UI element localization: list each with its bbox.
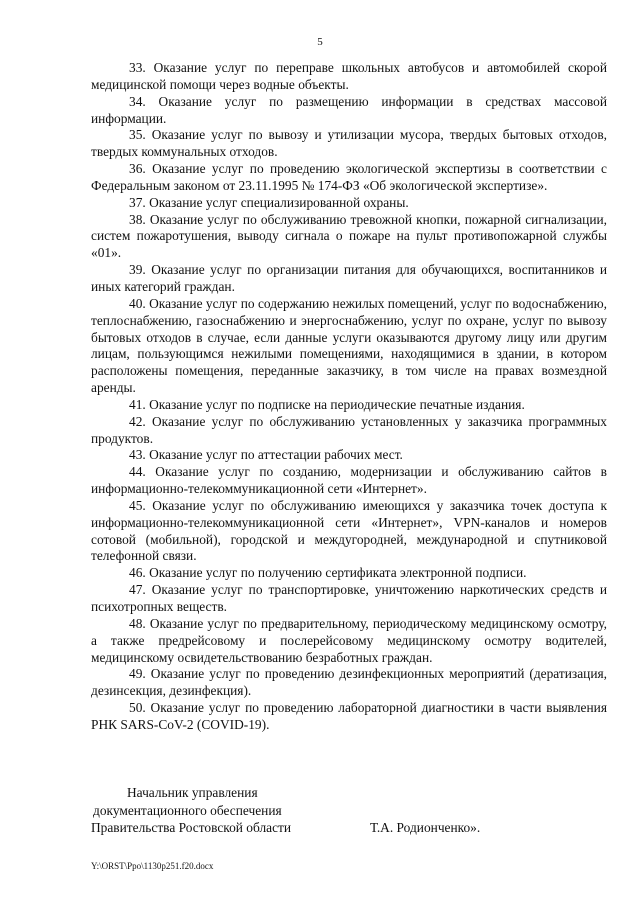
- signature-title-line-3: Правительства Ростовской области: [91, 820, 292, 835]
- list-item: 43. Оказание услуг по аттестации рабочих мест.: [129, 447, 403, 463]
- list-item: 50. Оказание услуг по проведению лабораторной диагностики в части выявления РНК SARS-CoV-2 (COVID-19).: [91, 700, 607, 732]
- list-item: 46. Оказание услуг по получению сертификата электронной подписи.: [129, 565, 527, 581]
- list-item: 37. Оказание услуг специализированной охраны.: [129, 194, 409, 210]
- page-number: 5: [317, 36, 323, 48]
- list-item: 48. Оказание услуг по предварительному, периодическому медицинскому осмотру, а также предрейсовому и послерейсовому медицинскому осмотру водителей, медицинскому освидетельствованию безработных граждан.: [91, 615, 607, 665]
- signature-title-line-2: документационного обеспечения: [93, 802, 282, 818]
- list-item: 41. Оказание услуг по подписке на периодические печатные издания.: [129, 396, 525, 412]
- list-item: 38. Оказание услуг по обслуживанию тревожной кнопки, пожарной сигнализации, систем пожаротушения, выводу сигнала о пожаре на пульт противопожарной службы «01».: [91, 211, 607, 261]
- list-item: 35. Оказание услуг по вывозу и утилизации мусора, твердых бытовых отходов, твердых коммунальных отходов.: [91, 127, 607, 160]
- list-item: 45. Оказание услуг по обслуживанию имеющихся у заказчика точек доступа к информационно-телекоммуникационной сети «Интернет», VPN-каналов и номеров сотовой (мобильной), городской и междугородней, международной и спутниковой телефонной связи.: [91, 497, 607, 564]
- signatory-name: Т.А. Родионченко».: [370, 820, 481, 835]
- signature-title-line-1: Начальник управления: [127, 785, 258, 800]
- list-item: 42. Оказание услуг по обслуживанию установленных у заказчика программных продуктов.: [91, 413, 607, 446]
- signature-block: [91, 784, 607, 837]
- list-item: 33. Оказание услуг по переправе школьных автобусов и автомобилей скорой медицинской помощи через водные объекты.: [91, 60, 607, 92]
- list-item: 47. Оказание услуг по транспортировке, уничтожению наркотических средств и психотропных веществ.: [91, 582, 607, 614]
- list-item: 49. Оказание услуг по проведению дезинфекционных мероприятий (дератизация, дезинсекция, дезинфекция).: [91, 666, 607, 699]
- document-body: [91, 60, 607, 734]
- list-item: 44. Оказание услуг по созданию, модернизации и обслуживанию сайтов в информационно-телекоммуникационной сети «Интернет».: [91, 464, 607, 497]
- list-item: 39. Оказание услуг по организации питания для обучающихся, воспитанников и иных категорий граждан.: [91, 262, 607, 294]
- list-item: 40. Оказание услуг по содержанию нежилых помещений, услуг по водоснабжению, теплоснабжению, газоснабжению и энергоснабжению, услуг по охране, услуг по вывозу бытовых отходов в случае, если данные услуги оказываются другому лицу или другим лицам, пользующимся нежилыми помещениями, находящимися в здании, в котором расположены помещения, переданные заказчику, в том числе на правах возмездной аренды.: [91, 295, 607, 396]
- list-item: 36. Оказание услуг по проведению экологической экспертизы в соответствии с Федеральным законом от 23.11.1995 № 174-ФЗ «Об экологической экспертизе».: [91, 161, 607, 193]
- file-path-footer: Y:\ORST\Ppo\1130p251.f20.docx: [91, 861, 214, 871]
- list-item: 34. Оказание услуг по размещению информации в средствах массовой информации.: [91, 93, 607, 126]
